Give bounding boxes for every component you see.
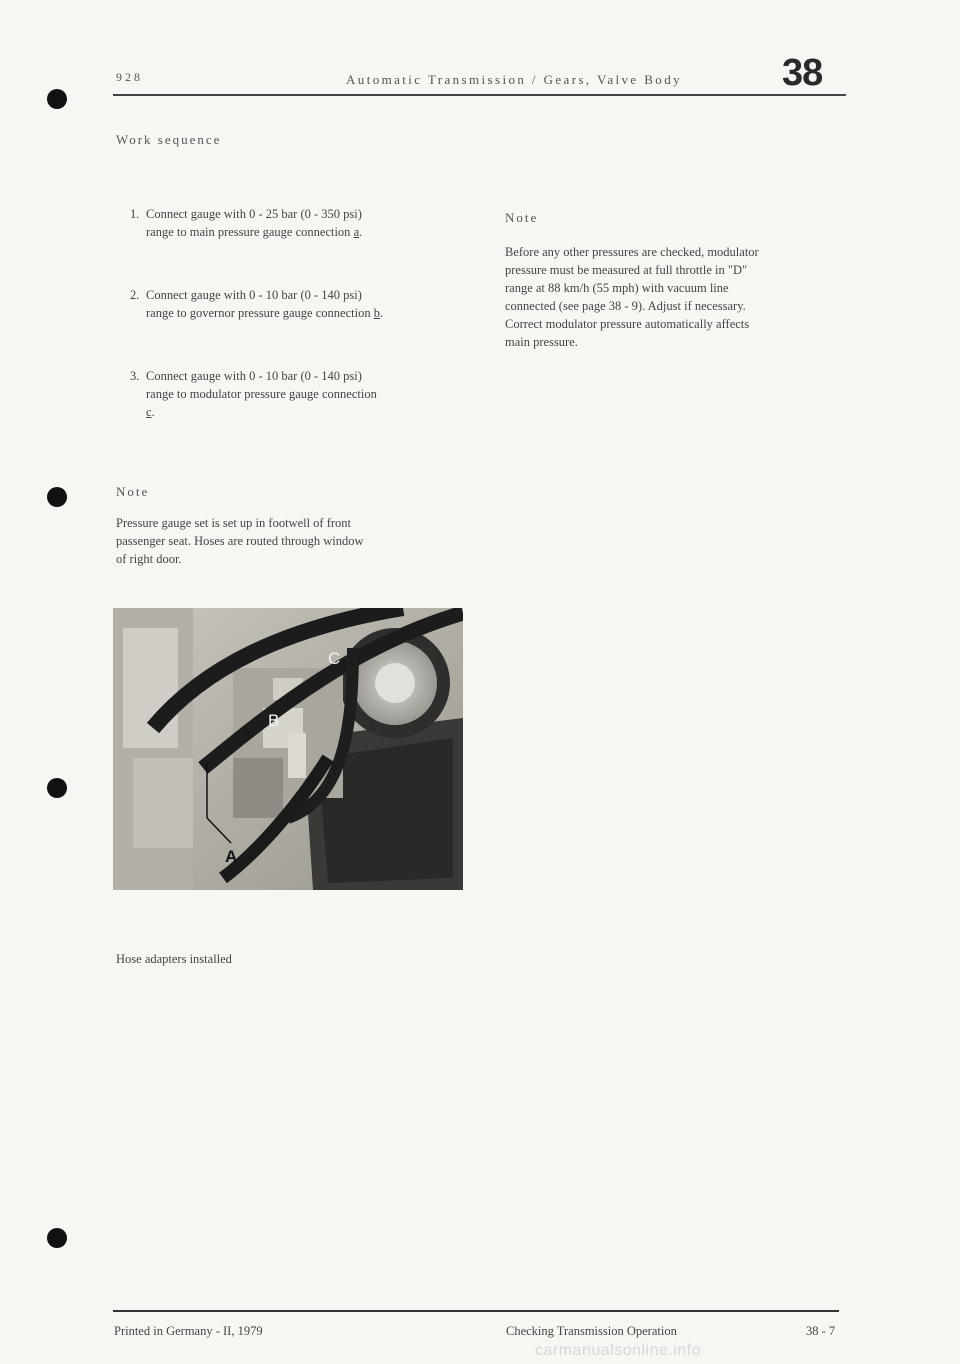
note-title: Note <box>116 484 150 499</box>
header-model: 928 <box>116 70 143 84</box>
photo-drawing <box>113 608 463 890</box>
footer-page: 38 - 7 <box>806 1324 836 1338</box>
step-line: Connect gauge with 0 - 10 bar (0 - 140 psi) <box>146 369 362 383</box>
header-group-number: 38 <box>782 52 823 94</box>
connection-ref: b <box>373 306 380 320</box>
footer-section: Checking Transmission Operation <box>506 1324 677 1338</box>
connection-ref: a <box>353 225 360 239</box>
photo-label-c: C <box>328 649 341 668</box>
note-body-right: Before any other pressures are checked, modulator pressure must be measured at full throttle in "D" range at 88 km/h (55 mph) with vacuum line connected (see page 38 - 9). Adjust if necessary. Correct modulator pressure automatically affects main pressure. <box>505 245 759 349</box>
work-step <box>130 205 470 241</box>
punch-hole <box>47 1228 67 1248</box>
section-title: Work sequence <box>116 132 222 147</box>
photo-label-b: B <box>268 711 280 730</box>
work-step <box>130 286 470 322</box>
work-step <box>130 367 470 421</box>
step-line: range to modulator pressure gauge connection <box>146 387 377 401</box>
note-body: Pressure gauge set is set up in footwell of front passenger seat. Hoses are routed through window of right door. <box>116 516 364 566</box>
punch-hole <box>47 778 67 798</box>
step-number: 1. <box>130 207 140 221</box>
step-line: range to main pressure gauge connection a. <box>146 225 363 239</box>
footer-printed: Printed in Germany - II, 1979 <box>114 1324 263 1338</box>
watermark: carmanualsonline.info <box>535 1342 702 1359</box>
hose-adapters-photo <box>113 608 463 890</box>
connection-ref: c <box>146 405 152 419</box>
step-number: 2. <box>130 288 140 302</box>
note-title-right: Note <box>505 210 539 225</box>
step-line: Connect gauge with 0 - 25 bar (0 - 350 psi) <box>146 207 362 221</box>
photo-caption: Hose adapters installed <box>116 952 232 966</box>
step-line: Connect gauge with 0 - 10 bar (0 - 140 psi) <box>146 288 362 302</box>
header-title: Automatic Transmission / Gears, Valve Body <box>346 72 682 87</box>
step-line: range to governor pressure gauge connection b. <box>146 306 384 320</box>
photo-label-a: A <box>225 847 238 866</box>
step-line: c. <box>146 405 155 419</box>
punch-hole <box>47 89 67 109</box>
punch-hole <box>47 487 67 507</box>
header-rule <box>113 94 846 96</box>
step-number: 3. <box>130 369 140 383</box>
footer-rule <box>113 1310 839 1312</box>
